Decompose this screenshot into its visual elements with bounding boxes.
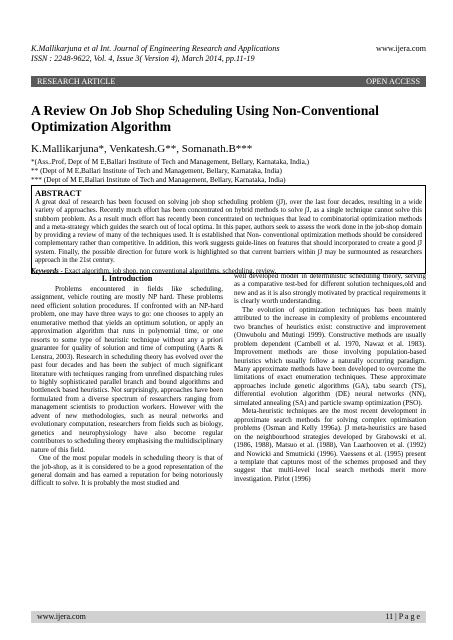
paragraph: Problems encountered in fields like scheduling, assignment, vehicle routing are mostly NP hard. These problems need efficient solution procedures. If confronted with an NP-hard problem, one may have three ways to go: one chooses to apply an enumerative method that yields an optimum solution, or apply an approximation algorithm that runs in polynomial time, or one resorts to some type of heuristic technique without any a priori guarantee for quality of solution and time of computing (Aarts & Lenstra, 2003). Research in scheduling theory has evolved over the past four decades and has been the subject of much significant literature with techniques ranging from unrefined dispatching rules to highly sophisticated parallel branch and bound algorithms and bottleneck based heuristics. Not surprisingly, approaches have been formulated from a diverse spectrum of researchers ranging from management scientists to production workers. However with the advent of new methodologies, such as neural networks and evolutionary computation, researchers from fields such as biology, genetics and neurophysiology have also become regular contributors to scheduling theory emphasising the multidisciplinary nature of this field. [31,285,223,454]
paragraph: Meta-heuristic techniques are the most recent development in approximate search methods for solving complex optimisation problems (Osman and Kelly 1996a). ∫J meta-heuristics are based on the neighbourhood strategies developed by Grabowski et al. (1986, 1988), Matsuo et al. (1988), Van Laarhooven et al. (1992) and Nowicki and Smutnicki (1996). Vaessens et al. (1995) present a template that captures most of the schemes proposed and they suggest that multi-level local search methods merit more investigation. Pirlot (1996) [234,407,426,483]
affiliation-2: ** (Dept of M E,Ballari Institute of Tech and Management, Bellary, Karnataka, India) [31,166,282,176]
paragraph: One of the most popular models in scheduling theory is that of the job-shop, as it is considered to be a good representation of the general domain and has earned a reputation for being notoriously difficult to solve. It is probably the most studied and [31,454,223,488]
affiliations [31,157,426,185]
paragraph: well developed model in deterministic scheduling theory, serving as a comparative test-bed for different solution techniques,old and new and as it is also strongly motivated by practical requirements it is clearly worth understanding. [234,272,426,306]
abstract-box [31,185,426,274]
journal-citation: K.Mallikarjuna et al Int. Journal of Engineering Research and Applications [31,44,280,53]
paper-title: A Review On Job Shop Scheduling Using Non-Conventional Optimization Algorithm [31,103,379,134]
right-column [234,272,426,483]
footer-website[interactable]: www.ijera.com [37,612,86,621]
page-number: 11 | P a g e [385,612,420,621]
affiliation-3: *** (Dept of M E,Ballari Institute of Tech and Management, Bellary, Karnataka, India) [31,175,286,185]
article-type-label: RESEARCH ARTICLE [37,77,116,86]
paragraph: The evolution of optimization techniques has been mainly attributed to the increase in complexity of problems encountered two branches of heuristics exist: constructive and improvement (Onwubolu and Mutingi 1999). Constructive methods are usually problem dependent (Cambell et al. 1970, Nawaz et al. 1983). Improvement methods are those involving population-based heuristics which usually follow a naturally occurring paradigm. Many approximate methods have been developed to overcome the limitations of exact enumeration techniques. These approximate approaches include genetic algorithms (GA), tabu search (TS), differential evolution algorithm (DE) neural networks (NN), simulated annealing (SA) and particle swamp optimization (PSO). [234,305,426,407]
abstract-text: A great deal of research has been focused on solving job shop scheduling problem (∫J), over the last four decades, resulting in a wide variety of approaches. Recently much effort has been concentrated on hybrid methods to solve ∫J, as a single technique cannot solve this stubborn problem. As a result much effort has recently been concentrated on techniques that lead to combinatorial optimization methods and a meta-strategy which guides the search out of local optima. In this paper, authors seek to assess the work done in the job-shop domain by providing a review of many of the techniques used. It is established that Non- conventional optimization methods should be considered complementary rather than competitive. In addition, this work suggests guide-lines on features that should incorporated to create a good ∫J system. Finally, the possible direction for future work is highlighted so that current barriers within ∫J may be surmounted as researchers approach in the 21st century. [35,198,422,265]
journal-website[interactable]: www.ijera.com [376,44,426,53]
section-heading-introduction: I. Introduction [101,274,153,283]
page-footer [31,611,426,623]
running-header [31,44,426,64]
author-list: K.Mallikarjuna*, Venkatesh.G**, Somanath.B*** [31,143,253,155]
left-column [31,274,223,488]
affiliation-1: *(Ass..Prof, Dept of M E,Ballari Institute of Tech and Management, Bellary, Karnataka, India,) [31,157,310,166]
article-type-banner [31,76,426,87]
issn-line: ISSN : 2248-9622, Vol. 4, Issue 3( Version 4), March 2014, pp.11-19 [31,54,255,63]
keywords-text: - Exact algorithm, job shop, non conventional algorithms, scheduling, review. [58,267,277,275]
access-label: OPEN ACCESS [366,77,420,86]
keywords-label: Keywords [31,267,59,275]
abstract-heading: ABSTRACT [35,188,82,198]
